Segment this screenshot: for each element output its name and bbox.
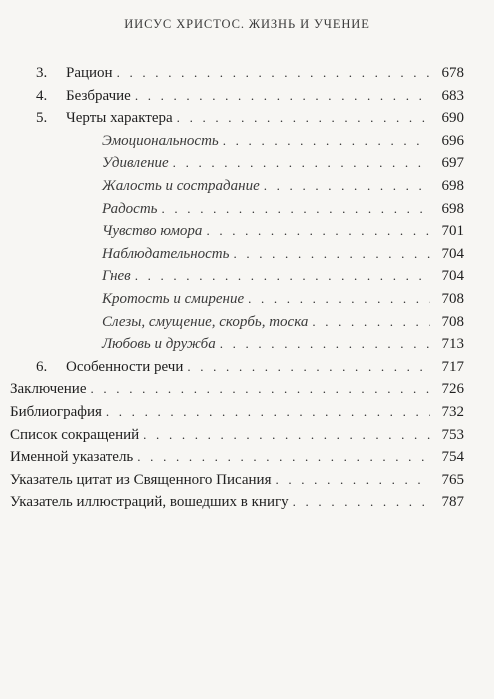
dot-leader (177, 107, 430, 129)
toc-entry-page: 787 (441, 494, 464, 511)
toc-entry (10, 401, 464, 423)
dot-leader (91, 378, 431, 400)
dot-leader (220, 333, 430, 355)
toc-entry-title: Кротость и смирение (102, 291, 245, 307)
toc-entry-title: Наблюдательность (102, 245, 230, 262)
dot-leader (137, 446, 430, 468)
toc-entry-title: Библиография (10, 404, 102, 420)
toc-entry-title: Чувство юмора (102, 223, 203, 240)
dot-leader (293, 491, 430, 513)
toc-entry-number: 6. (36, 358, 48, 375)
toc-entry-title: Слезы, смущение, скорбь, тоска (102, 313, 309, 330)
toc-entry-title: Жалость и сострадание (102, 178, 260, 194)
toc-entry-title: Черты характера (66, 110, 173, 127)
toc-entry-page: 697 (441, 155, 464, 172)
toc-entry (102, 333, 464, 355)
toc-entry (10, 491, 464, 513)
dot-leader (135, 265, 430, 287)
toc-entry-page: 708 (441, 291, 464, 307)
toc-entry-page: 713 (441, 336, 464, 353)
toc-entry (102, 288, 464, 310)
toc-entry-page: 683 (441, 87, 464, 104)
toc-entry (36, 62, 464, 84)
toc-entry-title: Любовь и дружба (102, 336, 216, 353)
toc-entry (36, 356, 464, 378)
toc-entry (10, 446, 464, 468)
toc-entry (102, 243, 464, 265)
toc-entry-page: 708 (441, 313, 464, 330)
toc-entry-title: Указатель иллюстраций, вошедших в книгу (10, 494, 289, 511)
toc-entry (36, 85, 464, 107)
toc-entry-title: Список сокращений (10, 426, 140, 443)
toc-entry-page: 696 (441, 132, 464, 149)
toc-entry (102, 130, 464, 152)
dot-leader (264, 175, 430, 197)
toc-entry-title: Гнев (102, 268, 131, 285)
toc-entry-title: Именной указатель (10, 449, 134, 466)
toc-entry-page: 698 (441, 178, 464, 194)
toc-entry-page: 690 (441, 110, 464, 127)
toc-entry-number: 3. (36, 65, 48, 81)
toc-entry (102, 175, 464, 197)
toc-entry-page: 717 (441, 358, 464, 375)
toc-entry-page: 701 (441, 223, 464, 240)
dot-leader (248, 288, 430, 310)
dot-leader (135, 85, 430, 107)
dot-leader (223, 130, 430, 152)
toc-entry-number: 5. (36, 110, 48, 127)
dot-leader (162, 198, 431, 220)
toc-entry-page: 704 (441, 245, 464, 262)
toc-entry-page: 753 (441, 426, 464, 443)
toc-entry (10, 469, 464, 491)
toc-entry-title: Рацион (66, 65, 113, 81)
toc-entry-title: Указатель цитат из Священного Писания (10, 471, 272, 488)
toc-entry (10, 424, 464, 446)
dot-leader (206, 220, 430, 242)
dot-leader (275, 469, 430, 491)
toc-entry (10, 378, 464, 400)
toc-entry-title: Заключение (10, 381, 87, 398)
toc-entry-page: 754 (441, 449, 464, 466)
toc-entry-title: Эмоциональность (102, 132, 219, 149)
dot-leader (312, 311, 430, 333)
toc-entry-page: 704 (441, 268, 464, 285)
toc-entry-page: 678 (441, 65, 464, 81)
dot-leader (143, 424, 430, 446)
toc-entry-title: Особенности речи (66, 358, 184, 375)
running-head: ИИСУС ХРИСТОС. ЖИЗНЬ И УЧЕНИЕ (124, 17, 370, 31)
dot-leader (117, 62, 430, 84)
dot-leader (106, 401, 430, 423)
dot-leader (233, 243, 430, 265)
toc-entry-page: 732 (441, 404, 464, 420)
toc-entry-page: 765 (441, 471, 464, 488)
toc-entry (36, 107, 464, 129)
toc-entry (102, 311, 464, 333)
toc-entry-number: 4. (36, 87, 48, 104)
toc-entry-page: 698 (441, 200, 464, 217)
toc-entry (102, 152, 464, 174)
toc-entry-title: Удивление (102, 155, 169, 172)
toc-entry (102, 220, 464, 242)
toc-entry (102, 198, 464, 220)
dot-leader (173, 152, 430, 174)
toc-entry-title: Безбрачие (66, 87, 131, 104)
toc-entry-title: Радость (102, 200, 158, 217)
toc-entry-page: 726 (441, 381, 464, 398)
toc-entry (102, 265, 464, 287)
dot-leader (187, 356, 430, 378)
